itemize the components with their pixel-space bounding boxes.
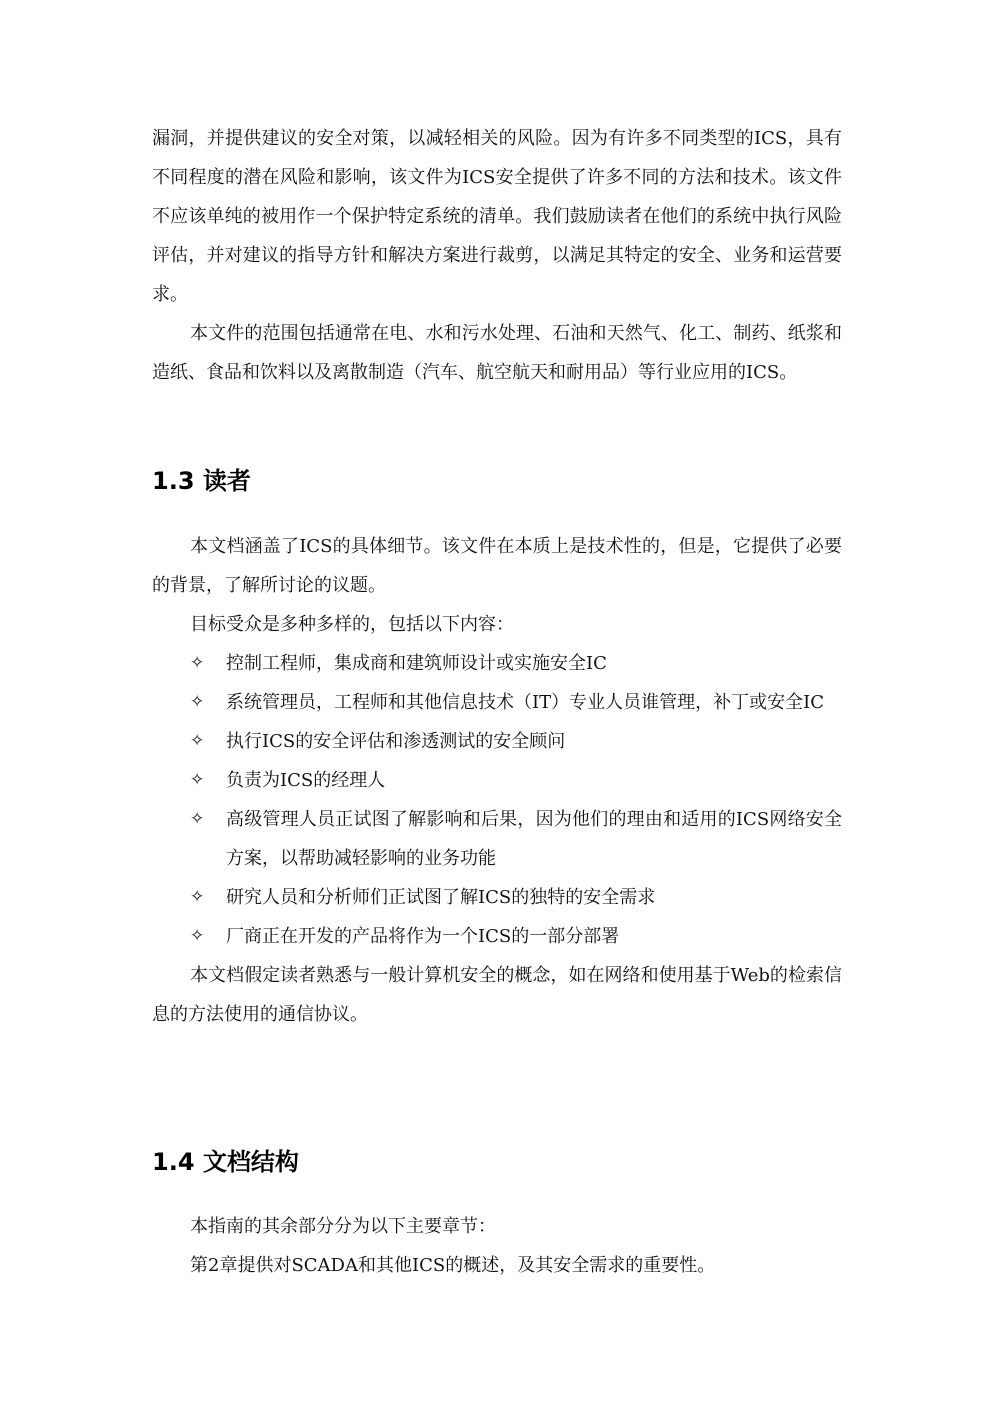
audience-list-item xyxy=(152,917,842,956)
diamond-bullet-icon: ✧ xyxy=(190,692,205,712)
readers-paragraph-2: 目标受众是多种多样的，包括以下内容： xyxy=(190,614,514,635)
audience-item-text: 高级管理人员正试图了解影响和后果，因为他们的理由和适用的ICS网络安全方案，以帮助减轻影响的业务功能 xyxy=(226,809,842,869)
audience-list-item xyxy=(152,761,842,800)
intro-text xyxy=(152,119,842,392)
audience-list-item xyxy=(152,878,842,917)
audience-item-text: 研究人员和分析师们正试图了解ICS的独特的安全需求 xyxy=(226,887,656,908)
audience-list-item xyxy=(152,683,842,722)
diamond-bullet-icon: ✧ xyxy=(190,653,205,673)
diamond-bullet-icon: ✧ xyxy=(190,731,205,751)
audience-list-item xyxy=(152,800,842,878)
diamond-bullet-icon: ✧ xyxy=(190,809,205,829)
section-heading-1-4: 1.4 文档结构 xyxy=(152,1148,299,1176)
audience-list xyxy=(152,644,842,956)
audience-item-text: 控制工程师，集成商和建筑师设计或实施安全IC xyxy=(226,653,607,674)
structure-paragraph-1: 本指南的其余部分分为以下主要章节： xyxy=(190,1216,496,1237)
audience-list-item xyxy=(152,722,842,761)
section-heading-1-3: 1.3 读者 xyxy=(152,467,251,495)
audience-item-text: 系统管理员，工程师和其他信息技术（IT）专业人员谁管理，补丁或安全IC xyxy=(226,692,824,713)
intro-paragraph-2: 本文件的范围包括通常在电、水和污水处理、石油和天然气、化工、制药、纸浆和造纸、食品和饮料以及离散制造（汽车、航空航天和耐用品）等行业应用的ICS。 xyxy=(152,323,842,383)
structure-paragraph-2: 第2章提供对SCADA和其他ICS的概述，及其安全需求的重要性。 xyxy=(190,1255,716,1276)
section-1-4-body xyxy=(152,1207,842,1285)
audience-list-item xyxy=(152,644,842,683)
diamond-bullet-icon: ✧ xyxy=(190,887,205,907)
diamond-bullet-icon: ✧ xyxy=(190,926,205,946)
audience-item-text: 执行ICS的安全评估和渗透测试的安全顾问 xyxy=(226,731,566,752)
audience-item-text: 厂商正在开发的产品将作为一个ICS的一部分部署 xyxy=(226,926,620,947)
readers-paragraph-3: 本文档假定读者熟悉与一般计算机安全的概念，如在网络和使用基于Web的检索信息的方法使用的通信协议。 xyxy=(152,965,842,1025)
readers-paragraph-1: 本文档涵盖了ICS的具体细节。该文件在本质上是技术性的，但是，它提供了必要的背景，了解所讨论的议题。 xyxy=(152,536,842,596)
intro-paragraph-1: 漏洞，并提供建议的安全对策，以减轻相关的风险。因为有许多不同类型的ICS，具有不同程度的潜在风险和影响，该文件为ICS安全提供了许多不同的方法和技术。该文件不应该单纯的被用作一个保护特定系统的清单。我们鼓励读者在他们的系统中执行风险评估，并对建议的指导方针和解决方案进行裁剪，以满足其特定的安全、业务和运营要求。 xyxy=(152,128,842,305)
diamond-bullet-icon: ✧ xyxy=(190,770,205,790)
section-1-3-body xyxy=(152,527,842,1034)
audience-item-text: 负责为ICS的经理人 xyxy=(226,770,386,791)
